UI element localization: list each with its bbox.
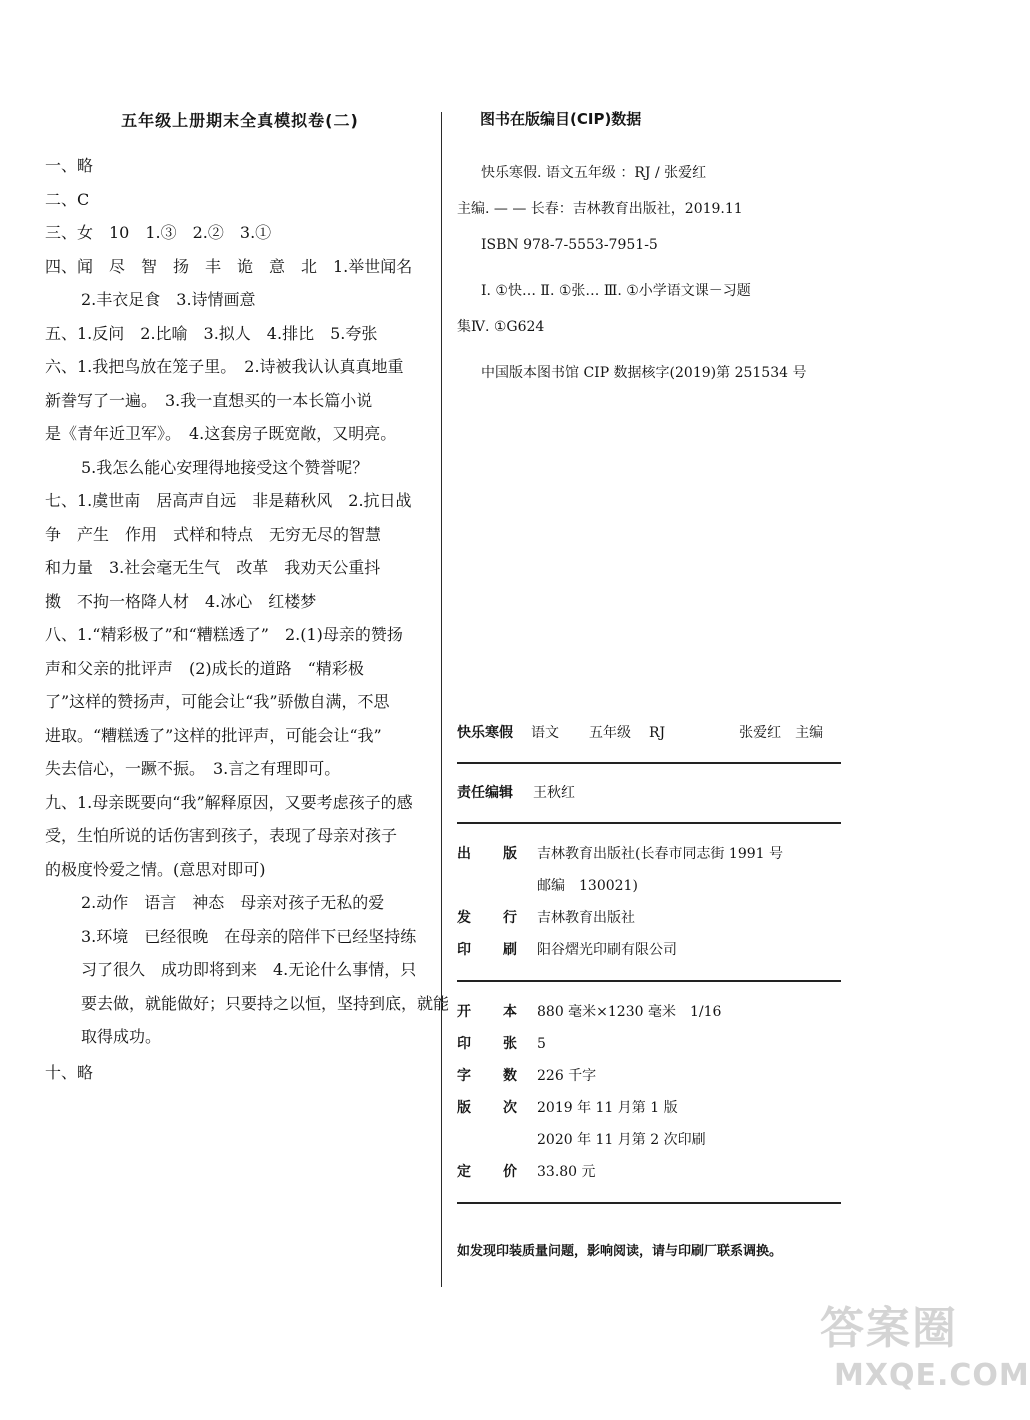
printing-row bbox=[457, 1124, 841, 1156]
answer-line: 声和父亲的批评声 (2)成长的道路 “精彩极 bbox=[45, 658, 364, 678]
sheets-label: 张 bbox=[503, 1036, 517, 1052]
watermark-logo bbox=[820, 1300, 1030, 1410]
format-row bbox=[457, 996, 841, 1028]
answer-line: 受，生怕所说的话伤害到孩子，表现了母亲对孩子 bbox=[45, 826, 398, 845]
book-edition: RJ bbox=[649, 725, 666, 741]
cip-block bbox=[457, 108, 847, 391]
publisher-row bbox=[457, 838, 841, 870]
cip-line: ISBN 978-7-5553-7951-5 bbox=[481, 237, 658, 253]
watermark-text: 答案圈 bbox=[820, 1303, 958, 1354]
price-label: 价 bbox=[503, 1164, 517, 1180]
publisher-value: 吉林教育出版社(长春市同志街 1991 号 bbox=[537, 846, 783, 862]
book-grade: 五年级 bbox=[589, 725, 631, 741]
answer-line: 八、1.“精彩极了”和“糟糕透了” 2.(1)母亲的赞扬 bbox=[45, 625, 403, 644]
imprint-block bbox=[457, 718, 841, 1218]
answer-title: 五年级上册期末全真模拟卷(二) bbox=[121, 111, 359, 130]
printing-value: 2020 年 11 月第 2 次印刷 bbox=[537, 1132, 706, 1148]
edition-label: 版 bbox=[457, 1100, 471, 1116]
edition-value: 2019 年 11 月第 1 版 bbox=[537, 1100, 678, 1116]
publisher-postcode-row bbox=[457, 870, 841, 902]
answer-line: 了”这样的赞扬声，可能会让“我”骄傲自满，不思 bbox=[45, 692, 390, 711]
sheets-value: 5 bbox=[537, 1036, 546, 1052]
answer-line: 习了很久 成功即将到来 4.无论什么事情，只 bbox=[81, 960, 417, 979]
distributor-label: 发 bbox=[457, 910, 471, 926]
divider bbox=[457, 980, 841, 982]
responsible-value: 王秋红 bbox=[533, 785, 575, 801]
words-label: 字 bbox=[457, 1068, 471, 1084]
quality-notice: 如发现印装质量问题，影响阅读，请与印刷厂联系调换。 bbox=[457, 1244, 783, 1259]
words-label: 数 bbox=[503, 1068, 517, 1084]
answer-line: 3.环境 已经很晚 在母亲的陪伴下已经坚持练 bbox=[81, 926, 417, 946]
divider bbox=[457, 822, 841, 824]
distributor-value: 吉林教育出版社 bbox=[537, 910, 635, 926]
format-value: 880 毫米×1230 毫米 1/16 bbox=[537, 1004, 722, 1020]
cip-line: 集Ⅳ. ①G624 bbox=[457, 319, 545, 335]
answer-line: 新誊写了一遍。 3.我一直想买的一本长篇小说 bbox=[45, 390, 373, 410]
answer-line: 二、C bbox=[45, 189, 90, 209]
printer-label: 印 bbox=[457, 942, 471, 958]
cip-line: 中国版本图书馆 CIP 数据核字(2019)第 251534 号 bbox=[481, 365, 807, 381]
answer-line: 是《青年近卫军》。 4.这套房子既宽敞，又明亮。 bbox=[45, 424, 397, 443]
answer-line: 要去做，就能做好；只要持之以恒，坚持到底，就能 bbox=[81, 993, 450, 1013]
answer-column bbox=[45, 108, 450, 1089]
edition-label: 次 bbox=[503, 1100, 517, 1116]
answer-line: 5.我怎么能心安理得地接受这个赞誉呢？ bbox=[81, 457, 369, 477]
book-series: 快乐寒假 bbox=[457, 725, 513, 741]
answer-line: 失去信心，一蹶不振。 3.言之有理即可。 bbox=[45, 759, 341, 778]
answer-line: 进取。“糟糕透了”这样的批评声，可能会让“我” bbox=[45, 725, 382, 745]
divider bbox=[457, 1202, 841, 1204]
responsible-label: 责任编辑 bbox=[457, 785, 513, 801]
answer-line: 的极度怜爱之情。(意思对即可) bbox=[45, 859, 266, 879]
sheets-row bbox=[457, 1028, 841, 1060]
publisher-postcode: 邮编 130021) bbox=[537, 878, 638, 894]
answer-line: 三、女 10 1.③ 2.② 3.① bbox=[45, 223, 272, 242]
sheets-label: 印 bbox=[457, 1036, 471, 1052]
answer-line: 五、1.反问 2.比喻 3.拟人 4.排比 5.夸张 bbox=[45, 323, 378, 343]
answer-line: 争 产生 作用 式样和特点 无穷无尽的智慧 bbox=[45, 524, 382, 544]
answer-line: 十、略 bbox=[45, 1062, 94, 1082]
publisher-label: 版 bbox=[503, 846, 517, 862]
answer-line: 四、闻 尽 智 扬 丰 诡 意 北 1.举世闻名 bbox=[45, 256, 413, 276]
price-label: 定 bbox=[457, 1164, 471, 1180]
cip-line: Ⅰ. ①快… Ⅱ. ①张… Ⅲ. ①小学语文课－习题 bbox=[481, 283, 751, 299]
answer-line: 和力量 3.社会毫无生气 改革 我劝天公重抖 bbox=[45, 558, 381, 577]
book-subject: 语文 bbox=[531, 725, 559, 741]
cip-line: 快乐寒假. 语文五年级 ：RJ / 张爱红 bbox=[481, 165, 707, 181]
distributor-label: 行 bbox=[503, 910, 517, 926]
column-divider bbox=[441, 112, 442, 1287]
watermark-url: MXQE.COM bbox=[834, 1358, 1030, 1393]
answer-line: 七、1.虞世南 居高声自远 非是藉秋风 2.抗日战 bbox=[45, 491, 412, 510]
format-label: 开 bbox=[457, 1004, 471, 1020]
answer-line: 擞 不拘一格降人材 4.冰心 红楼梦 bbox=[45, 591, 317, 611]
words-row bbox=[457, 1060, 841, 1092]
printer-value: 阳谷熠光印刷有限公司 bbox=[537, 942, 677, 958]
answer-line: 六、1.我把鸟放在笼子里。 2.诗被我认认真真地重 bbox=[45, 357, 404, 376]
cip-title: 图书在版编目(CIP)数据 bbox=[480, 110, 642, 128]
divider bbox=[457, 762, 841, 764]
distributor-row bbox=[457, 902, 841, 934]
book-editor: 张爱红 主编 bbox=[739, 725, 824, 741]
printer-row bbox=[457, 934, 841, 966]
answer-line: 九、1.母亲既要向“我”解释原因，又要考虑孩子的感 bbox=[45, 792, 413, 812]
responsible-editor-row bbox=[457, 778, 841, 808]
format-label: 本 bbox=[503, 1004, 517, 1020]
answer-line: 2.动作 语言 神态 母亲对孩子无私的爱 bbox=[81, 893, 385, 912]
answer-line: 取得成功。 bbox=[81, 1027, 162, 1046]
book-title-row bbox=[457, 718, 841, 748]
cip-line: 主编. — — 长春：吉林教育出版社，2019.11 bbox=[457, 201, 743, 217]
answer-line: 一、略 bbox=[45, 156, 94, 175]
printer-label: 刷 bbox=[503, 942, 517, 958]
price-row bbox=[457, 1156, 841, 1188]
words-value: 226 千字 bbox=[537, 1068, 597, 1084]
answer-line: 2.丰衣足食 3.诗情画意 bbox=[81, 290, 256, 309]
edition-row bbox=[457, 1092, 841, 1124]
publisher-label: 出 bbox=[457, 846, 471, 862]
price-value: 33.80 元 bbox=[537, 1164, 596, 1180]
